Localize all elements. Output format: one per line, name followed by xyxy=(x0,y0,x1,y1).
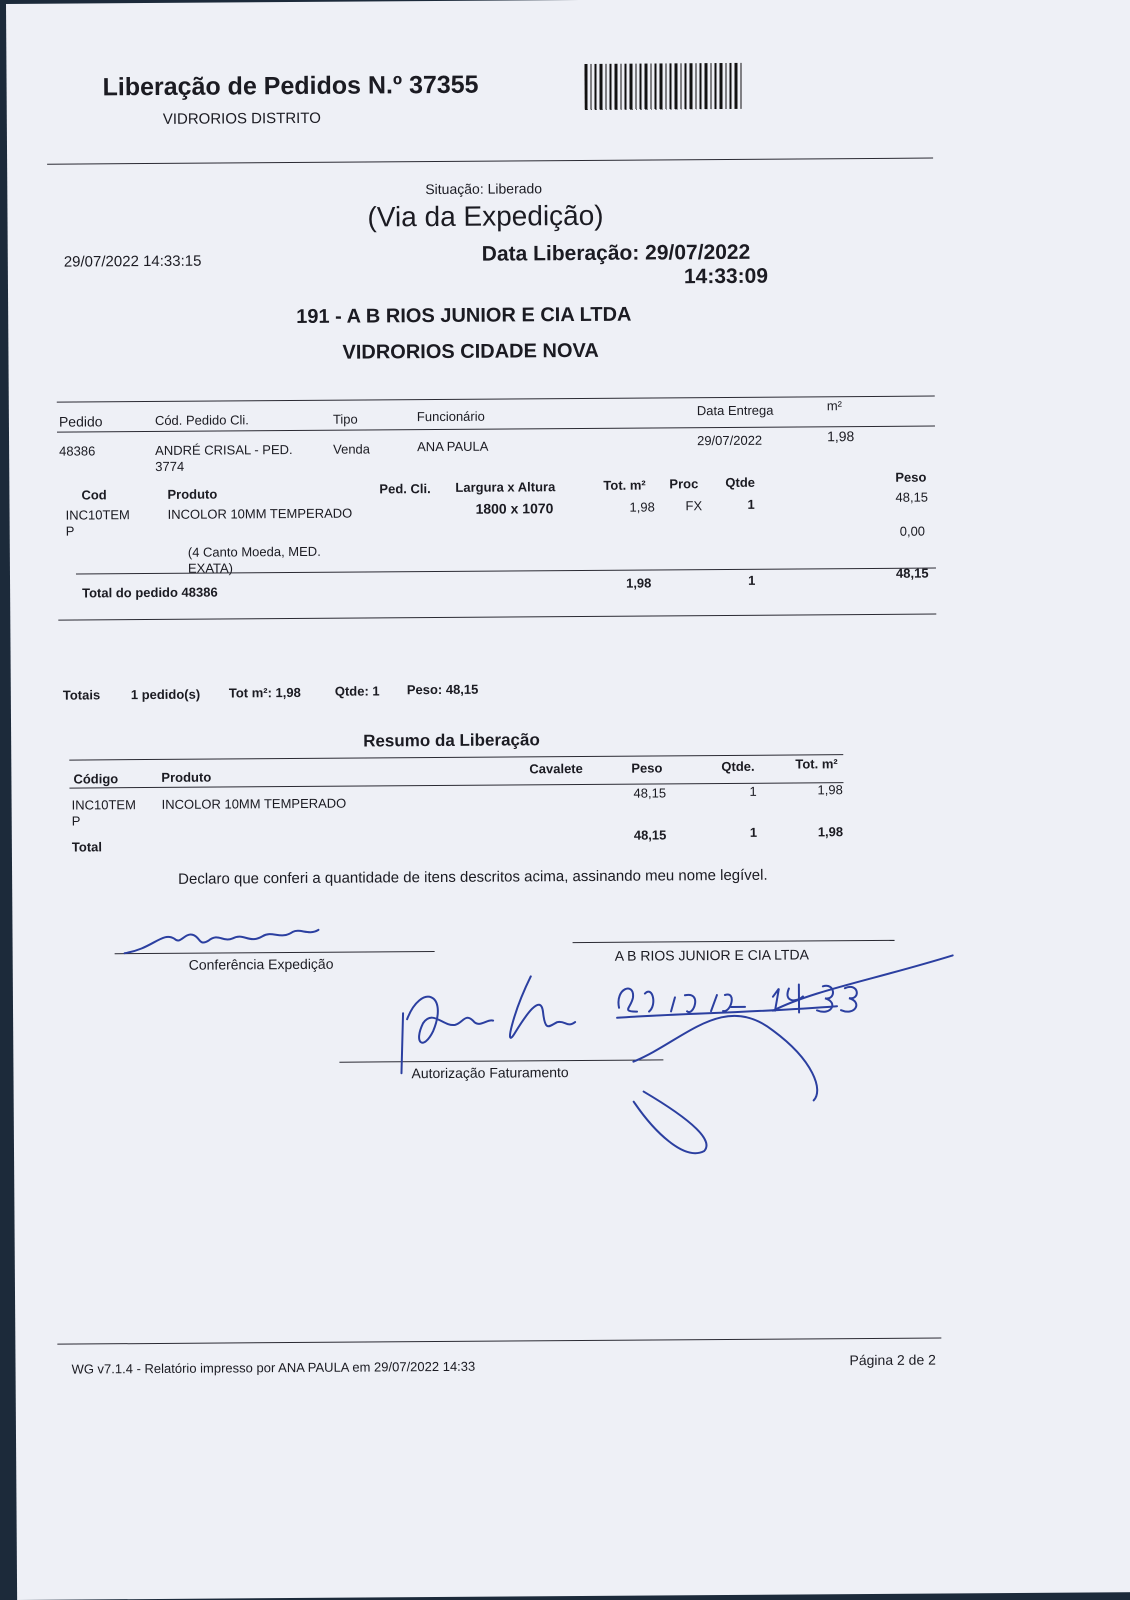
order-pedido: 48386 xyxy=(59,443,96,459)
item-peso-extra: 0,00 xyxy=(899,523,926,539)
resumo-col-tot-m2: Tot. m² xyxy=(795,756,838,772)
order-cod-pedido-cli: ANDRÉ CRISAL - PED. xyxy=(155,442,293,458)
resumo-qtde: 1 xyxy=(749,783,757,799)
via-label: (Via da Expedição) xyxy=(367,199,604,233)
item-col-qtde: Qtde xyxy=(725,474,756,490)
item-qtde: 1 xyxy=(747,496,755,512)
signature-label-conferencia: Conferência Expedição xyxy=(188,955,334,973)
resumo-col-codigo: Código xyxy=(73,771,119,787)
item-col-cod: Cod xyxy=(81,487,107,503)
signature-line-company xyxy=(573,940,895,943)
col-cod-pedido-cli: Cód. Pedido Cli. xyxy=(154,412,249,428)
col-funcionario: Funcionário xyxy=(416,408,485,425)
barcode xyxy=(584,63,742,110)
resumo-col-cavalete: Cavalete xyxy=(529,760,583,777)
divider xyxy=(57,1338,941,1345)
resumo-total-peso: 48,15 xyxy=(633,827,667,843)
item-col-tot-m2: Tot. m² xyxy=(603,477,646,493)
totals-pedidos: 1 pedido(s) xyxy=(130,686,201,703)
item-col-produto: Produto xyxy=(167,486,218,502)
document-page xyxy=(6,0,1130,1600)
resumo-total-tot-m2: 1,98 xyxy=(817,824,844,840)
resumo-codigo: INC10TEM xyxy=(71,797,136,813)
order-total-label: Total do pedido 48386 xyxy=(82,584,218,601)
item-produto: INCOLOR 10MM TEMPERADO xyxy=(167,505,353,522)
footer-page-number: Página 2 de 2 xyxy=(849,1351,936,1369)
document-title: Liberação de Pedidos N.º 37355 xyxy=(102,70,479,102)
item-peso: 48,15 xyxy=(895,489,929,505)
company-name: VIDRORIOS DISTRITO xyxy=(162,109,321,128)
declaration-text: Declaro que conferi a quantidade de itens descritos acima, assinando meu nome legível. xyxy=(178,866,768,888)
item-col-ped-cli: Ped. Cli. xyxy=(379,481,431,497)
item-col-proc: Proc xyxy=(669,476,699,492)
divider xyxy=(58,614,936,621)
totals-tot-m2: Tot m²: 1,98 xyxy=(228,684,301,701)
handwritten-signature-conferencia xyxy=(122,918,322,959)
order-funcionario: ANA PAULA xyxy=(417,438,489,455)
item-note: (4 Canto Moeda, MED. xyxy=(187,543,321,560)
resumo-peso: 48,15 xyxy=(633,785,667,801)
resumo-col-peso: Peso xyxy=(631,760,663,776)
item-tot-m2: 1,98 xyxy=(629,499,655,515)
resumo-col-produto: Produto xyxy=(161,769,212,785)
order-cod-pedido-cli-line2: 3774 xyxy=(155,458,185,474)
signature-label-autorizacao: Autorização Faturamento xyxy=(411,1064,569,1082)
totals-qtde: Qtde: 1 xyxy=(334,683,380,699)
col-data-entrega: Data Entrega xyxy=(696,402,774,419)
order-tipo: Venda xyxy=(333,441,371,457)
handwritten-signature-autorizacao xyxy=(393,969,954,1173)
release-time: 14:33:09 xyxy=(683,264,769,289)
divider xyxy=(47,158,933,165)
order-total-qtde: 1 xyxy=(747,572,756,588)
signature-label-company: A B RIOS JUNIOR E CIA LTDA xyxy=(614,946,809,964)
col-pedido: Pedido xyxy=(58,413,103,430)
resumo-codigo-line2: P xyxy=(71,813,81,829)
order-total-tot-m2: 1,98 xyxy=(626,575,652,591)
resumo-produto: INCOLOR 10MM TEMPERADO xyxy=(161,795,347,812)
printed-timestamp: 29/07/2022 14:33:15 xyxy=(63,252,202,271)
col-tipo: Tipo xyxy=(332,411,358,427)
item-col-peso: Peso xyxy=(895,469,927,485)
resumo-col-qtde: Qtde. xyxy=(721,758,755,775)
item-proc: FX xyxy=(685,498,703,514)
divider xyxy=(57,396,935,403)
resumo-total-qtde: 1 xyxy=(749,824,758,840)
resumo-total-label: Total xyxy=(71,839,103,855)
item-col-largura-altura: Largura x Altura xyxy=(455,479,556,495)
client-branch: VIDRORIOS CIDADE NOVA xyxy=(342,339,599,364)
resumo-title: Resumo da Liberação xyxy=(363,730,540,751)
col-m2: m² xyxy=(826,398,843,414)
client-name: 191 - A B RIOS JUNIOR E CIA LTDA xyxy=(296,303,632,328)
status-label: Situação: Liberado xyxy=(425,180,543,198)
release-date: Data Liberação: 29/07/2022 xyxy=(481,240,751,266)
order-data-entrega: 29/07/2022 xyxy=(697,432,763,449)
item-cod: INC10TEM xyxy=(65,507,130,523)
item-cod-line2: P xyxy=(65,523,75,539)
item-dimensions: 1800 x 1070 xyxy=(475,500,554,517)
totals-label: Totais xyxy=(62,687,101,703)
order-m2: 1,98 xyxy=(826,428,855,445)
resumo-tot-m2: 1,98 xyxy=(817,782,843,798)
totals-peso: Peso: 48,15 xyxy=(406,681,479,698)
footer-printed-by: WG v7.1.4 - Relatório impresso por ANA PAULA em 29/07/2022 14:33 xyxy=(71,1358,476,1377)
item-note-line2: EXATA) xyxy=(187,560,234,576)
order-total-peso: 48,15 xyxy=(895,565,929,581)
